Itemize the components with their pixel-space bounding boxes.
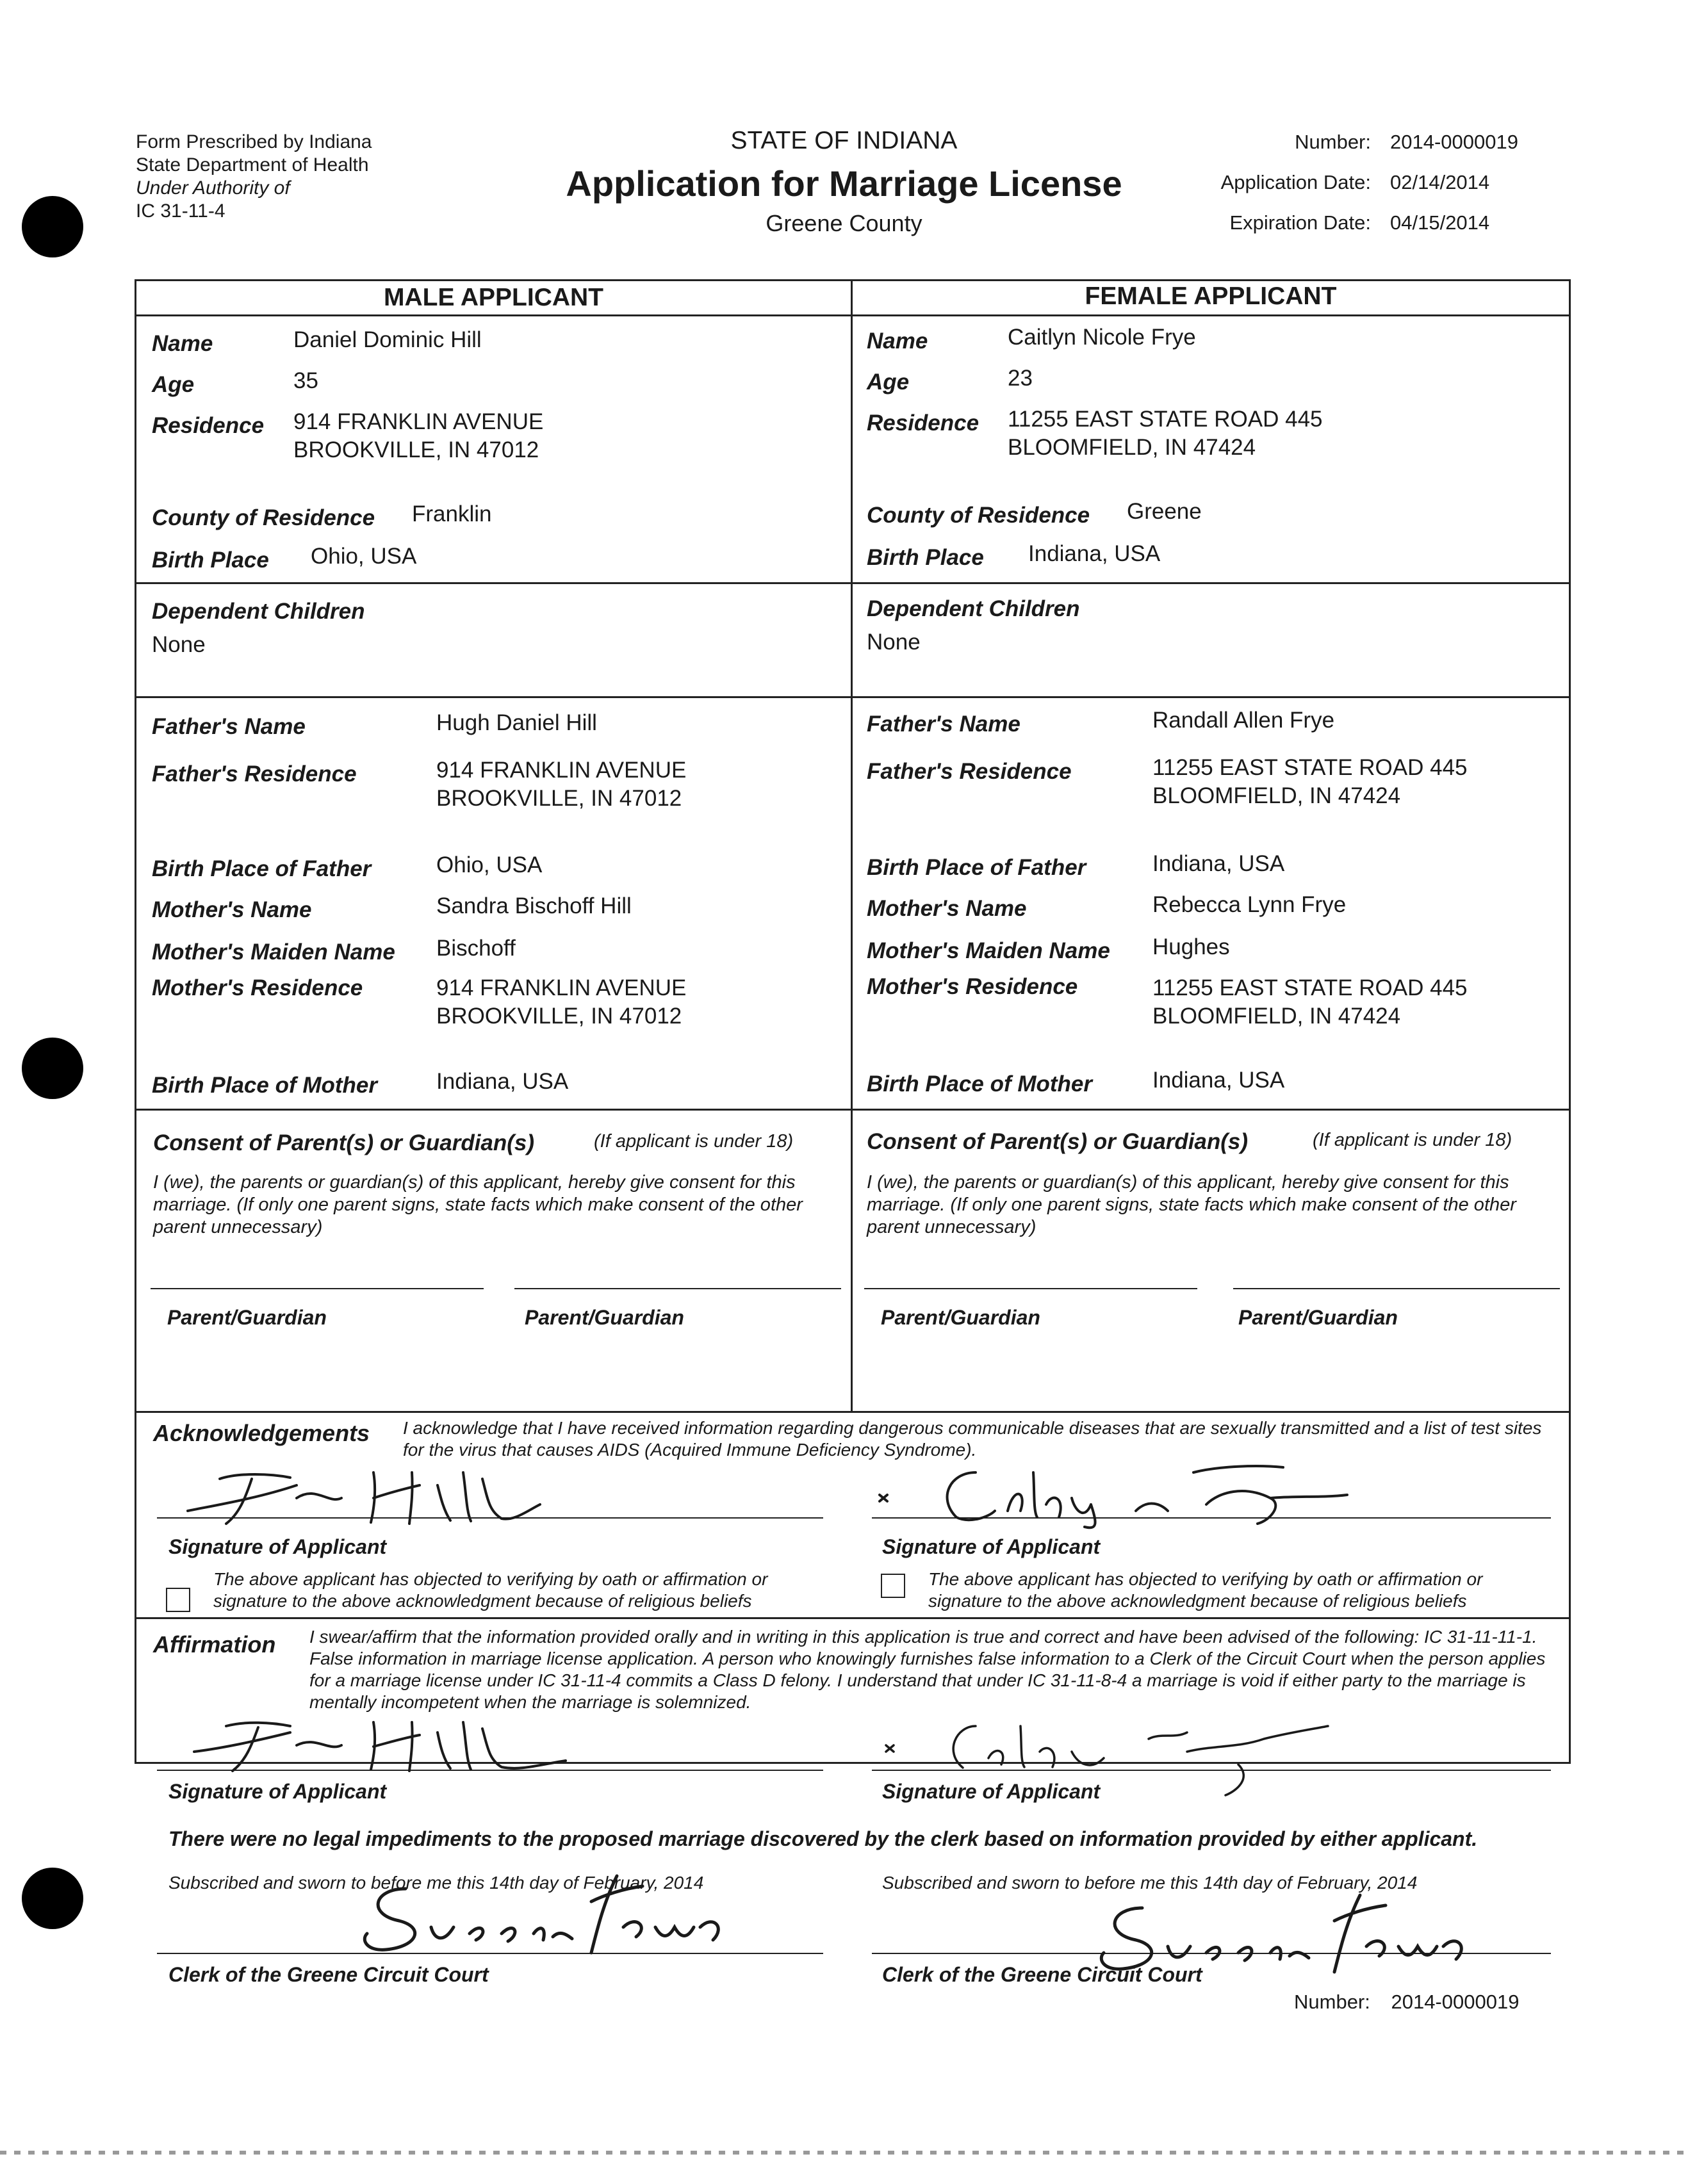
male-father-birth: Ohio, USA	[436, 852, 543, 877]
male-residence	[293, 408, 543, 464]
footer-application-number	[1294, 1991, 1519, 2014]
acknowledgements-text: I acknowledge that I have received information regarding dangerous communicable diseases that are sexually transmitted and a list of test sites for the virus that causes AIDS (Acquired Immune Deficiency Syndrome).	[403, 1418, 1542, 1460]
application-date-label: Application Date:	[1220, 171, 1371, 193]
female-parent-signature-line	[1233, 1288, 1560, 1289]
female-mother-birth: Indiana, USA	[1152, 1068, 1285, 1093]
male-father-residence-label: Father's Residence	[152, 762, 357, 786]
female-age-label: Age	[867, 370, 910, 395]
female-consent-heading: Consent of Parent(s) or Guardian(s)	[867, 1129, 1249, 1154]
male-consent-text: I (we), the parents or guardian(s) of this applicant, hereby give consent for this marriage. (If only one parent signs, state facts which make consent of the other parent unnecessary)	[153, 1172, 803, 1237]
male-father-birth-label: Birth Place of Father	[152, 856, 372, 881]
expiration-date-label: Expiration Date:	[1229, 211, 1371, 234]
female-birth-place: Indiana, USA	[1028, 541, 1161, 566]
female-mother-residence	[1152, 974, 1468, 1031]
female-county: Greene	[1127, 499, 1202, 524]
male-age: 35	[293, 368, 318, 393]
female-mother-residence-label: Mother's Residence	[867, 974, 1078, 999]
address-line: BLOOMFIELD, IN 47424	[1152, 1004, 1401, 1029]
male-side-clerk-label: Clerk of the Greene Circuit Court	[168, 1963, 489, 1986]
female-name-label: Name	[867, 329, 928, 354]
rule-under-headings	[136, 314, 1569, 316]
female-mother-name: Rebecca Lynn Frye	[1152, 892, 1347, 917]
female-side-sworn-text: Subscribed and sworn to before me this 14th day of February, 2014	[882, 1873, 1418, 1893]
female-birth-place-label: Birth Place	[867, 545, 984, 570]
application-number: 2014-0000019	[1390, 131, 1518, 153]
county-name: Greene County	[766, 210, 922, 236]
footer-number: 2014-0000019	[1391, 1991, 1520, 2013]
male-dependents: None	[152, 632, 206, 657]
parent-guardian-label: Parent/Guardian	[1238, 1306, 1398, 1329]
authority-line: IC 31-11-4	[136, 200, 225, 222]
male-mother-residence-label: Mother's Residence	[152, 975, 363, 1000]
authority-line: State Department of Health	[136, 154, 369, 175]
female-county-label: County of Residence	[867, 503, 1090, 528]
male-side-clerk-signature	[348, 1863, 732, 1959]
male-consent-heading: Consent of Parent(s) or Guardian(s)	[153, 1130, 535, 1155]
parent-guardian-label: Parent/Guardian	[525, 1306, 684, 1329]
female-dependents: None	[867, 630, 921, 655]
footer-number-label: Number:	[1294, 1991, 1370, 2013]
female-father-residence	[1152, 754, 1468, 810]
expiration-date: 04/15/2014	[1390, 211, 1490, 234]
female-ack-signature-label: Signature of Applicant	[882, 1535, 1101, 1558]
punch-hole-bottom	[22, 1868, 83, 1929]
male-ack-signature-label: Signature of Applicant	[168, 1535, 387, 1558]
rule-above-consent	[136, 1109, 1569, 1111]
male-religious-objection-text: The above applicant has objected to verifying by oath or affirmation or signature to the above acknowledgment because of religious beliefs	[213, 1569, 768, 1611]
male-ack-signature	[181, 1460, 591, 1530]
male-father-name-label: Father's Name	[152, 714, 306, 739]
address-line: 914 FRANKLIN AVENUE	[436, 758, 687, 783]
male-mother-birth: Indiana, USA	[436, 1069, 569, 1094]
form-title: Application for Marriage License	[566, 163, 1122, 204]
male-father-residence	[436, 756, 686, 813]
female-father-name: Randall Allen Frye	[1152, 708, 1335, 733]
female-father-birth-label: Birth Place of Father	[867, 855, 1086, 880]
male-dependents-label: Dependent Children	[152, 599, 365, 624]
male-parent-signature-line	[514, 1288, 841, 1289]
column-divider	[851, 281, 853, 1411]
application-date: 02/14/2014	[1390, 171, 1490, 193]
authority-line: Under Authority of	[136, 177, 290, 199]
affirmation-text: I swear/affirm that the information provided orally and in writing in this application is true and correct and have been advised of the following: IC 31-11-11-1. False information in marriage license application. A person who knowingly furnishes false information to a Clerk of the Circuit Court when the person applies for a marriage license under IC 31-11-4 commits a Class D felony. I understand that under IC 31-11-8-4 a marriage is void if either party to the marriage is mentally incompetent when the marriage is solemnized.	[309, 1627, 1546, 1712]
male-father-name: Hugh Daniel Hill	[436, 710, 597, 735]
affirmation-heading: Affirmation	[153, 1631, 276, 1658]
application-form-table	[135, 279, 1571, 1986]
male-side-sworn-text: Subscribed and sworn to before me this 14th day of February, 2014	[168, 1873, 704, 1893]
female-applicant-heading: FEMALE APPLICANT	[1085, 282, 1337, 310]
male-age-label: Age	[152, 372, 195, 397]
male-mother-birth-label: Birth Place of Mother	[152, 1073, 377, 1098]
rule-above-acknowledgements	[136, 1411, 1569, 1413]
female-religious-objection-text: The above applicant has objected to verifying by oath or affirmation or signature to the above acknowledgment because of religious beliefs	[928, 1569, 1483, 1611]
male-affirmation-signature	[181, 1713, 591, 1777]
clerk-statement: There were no legal impediments to the proposed marriage discovered by the clerk based on information provided by either applicant.	[168, 1827, 1478, 1850]
punch-hole-middle	[22, 1038, 83, 1099]
male-consent-condition: (If applicant is under 18)	[594, 1131, 794, 1152]
state-name: STATE OF INDIANA	[730, 127, 958, 154]
address-line: 914 FRANKLIN AVENUE	[293, 409, 544, 434]
acknowledgements-heading: Acknowledgements	[153, 1420, 370, 1446]
address-line: BROOKVILLE, IN 47012	[293, 437, 539, 462]
address-line: BROOKVILLE, IN 47012	[436, 1004, 682, 1029]
female-mother-name-label: Mother's Name	[867, 896, 1027, 921]
authority-line: Form Prescribed by Indiana	[136, 131, 372, 152]
female-parent-signature-line	[864, 1288, 1197, 1289]
female-religious-objection-checkbox[interactable]	[881, 1574, 905, 1598]
female-affirmation-signature-label: Signature of Applicant	[882, 1780, 1101, 1803]
female-father-residence-label: Father's Residence	[867, 759, 1072, 784]
male-name-label: Name	[152, 331, 213, 356]
parent-guardian-label: Parent/Guardian	[167, 1306, 327, 1329]
number-label: Number:	[1295, 131, 1371, 153]
male-county-label: County of Residence	[152, 505, 375, 530]
female-age: 23	[1008, 366, 1033, 391]
male-birth-place-label: Birth Place	[152, 548, 269, 573]
address-line: BROOKVILLE, IN 47012	[436, 786, 682, 811]
address-line: 11255 EAST STATE ROAD 445	[1152, 755, 1468, 780]
rule-above-affirmation	[136, 1617, 1569, 1619]
female-name: Caitlyn Nicole Frye	[1008, 325, 1196, 350]
female-mother-maiden-label: Mother's Maiden Name	[867, 938, 1110, 963]
male-mother-maiden: Bischoff	[436, 936, 516, 961]
address-line: BLOOMFIELD, IN 47424	[1152, 783, 1401, 808]
female-residence	[1008, 405, 1323, 462]
male-mother-maiden-label: Mother's Maiden Name	[152, 940, 395, 965]
male-applicant-heading: MALE APPLICANT	[383, 284, 604, 311]
male-affirmation-signature-label: Signature of Applicant	[168, 1780, 387, 1803]
male-mother-name-label: Mother's Name	[152, 897, 312, 922]
female-affirmation-signature	[880, 1700, 1366, 1797]
rule-above-parents	[136, 696, 1569, 698]
male-birth-place: Ohio, USA	[311, 544, 417, 569]
male-name: Daniel Dominic Hill	[293, 327, 482, 352]
male-county: Franklin	[412, 501, 492, 526]
female-side-clerk-label: Clerk of the Greene Circuit Court	[882, 1963, 1202, 1986]
male-parent-signature-line	[151, 1288, 484, 1289]
female-consent-text: I (we), the parents or guardian(s) of this applicant, hereby give consent for this marriage. (If only one parent signs, state facts which make consent of the other parent unnecessary)	[867, 1172, 1516, 1237]
female-dependents-label: Dependent Children	[867, 596, 1080, 621]
male-mother-residence	[436, 974, 686, 1031]
female-residence-label: Residence	[867, 411, 979, 436]
female-father-birth: Indiana, USA	[1152, 851, 1285, 876]
female-side-clerk-signature	[1078, 1882, 1475, 1978]
rule-above-dependents	[136, 582, 1569, 584]
female-mother-birth-label: Birth Place of Mother	[867, 1072, 1092, 1096]
male-religious-objection-checkbox[interactable]	[166, 1588, 190, 1612]
female-father-name-label: Father's Name	[867, 712, 1020, 737]
female-consent-condition: (If applicant is under 18)	[1313, 1130, 1512, 1150]
address-line: 11255 EAST STATE ROAD 445	[1008, 407, 1323, 432]
scan-edge-artifact	[0, 2151, 1688, 2155]
parent-guardian-label: Parent/Guardian	[881, 1306, 1040, 1329]
female-mother-maiden: Hughes	[1152, 934, 1230, 959]
male-mother-name: Sandra Bischoff Hill	[436, 893, 632, 918]
address-line: 11255 EAST STATE ROAD 445	[1152, 975, 1468, 1000]
male-residence-label: Residence	[152, 413, 265, 438]
address-line: BLOOMFIELD, IN 47424	[1008, 435, 1256, 460]
address-line: 914 FRANKLIN AVENUE	[436, 975, 687, 1000]
female-ack-signature	[860, 1434, 1450, 1530]
